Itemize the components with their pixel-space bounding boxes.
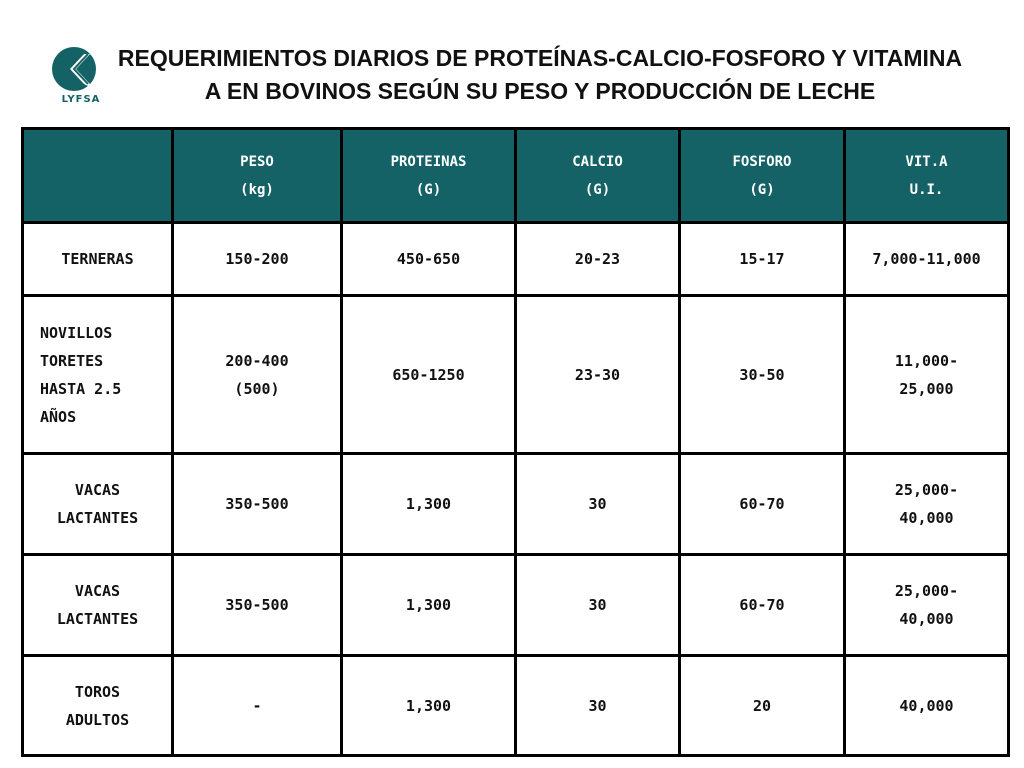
cell: 350-500 (173, 454, 342, 555)
cell: VACAS LACTANTES (23, 555, 173, 656)
cell: 40,000 (845, 656, 1009, 756)
header-cell: FOSFORO (G) (680, 129, 845, 223)
cell: 350-500 (173, 555, 342, 656)
cell: 1,300 (342, 454, 516, 555)
cell: 30 (516, 656, 680, 756)
header-cell: CALCIO (G) (516, 129, 680, 223)
lyfsa-logo (50, 46, 102, 106)
cell: 15-17 (680, 223, 845, 296)
header-cell: PESO (kg) (173, 129, 342, 223)
cell: NOVILLOS TORETES HASTA 2.5 AÑOS (23, 296, 173, 454)
cell: VACAS LACTANTES (23, 454, 173, 555)
header-cell: VIT.A U.I. (845, 129, 1009, 223)
requirements-table (21, 127, 1010, 757)
header-cell (23, 129, 173, 223)
cell: 60-70 (680, 555, 845, 656)
table-row (23, 656, 1009, 756)
logo-text: LYFSA (61, 94, 101, 105)
cell: 7,000-11,000 (845, 223, 1009, 296)
cell: 450-650 (342, 223, 516, 296)
cell: - (173, 656, 342, 756)
logo-emblem-icon (50, 46, 102, 94)
cell: TOROS ADULTOS (23, 656, 173, 756)
cell: 25,000- 40,000 (845, 555, 1009, 656)
cell: 20 (680, 656, 845, 756)
cell: 30 (516, 555, 680, 656)
page-title: REQUERIMIENTOS DIARIOS DE PROTEÍNAS-CALCIO-FOSFORO Y VITAMINA A EN BOVINOS SEGÚN SU PESO Y PRODUCCIÓN DE LECHE (117, 45, 963, 104)
cell: 650-1250 (342, 296, 516, 454)
cell: 60-70 (680, 454, 845, 555)
table-row (23, 555, 1009, 656)
cell: 1,300 (342, 555, 516, 656)
cell: 25,000- 40,000 (845, 454, 1009, 555)
table-row (23, 454, 1009, 555)
cell: 11,000- 25,000 (845, 296, 1009, 454)
cell: TERNERAS (23, 223, 173, 296)
header-cell: PROTEINAS (G) (342, 129, 516, 223)
cell: 23-30 (516, 296, 680, 454)
table-row (23, 296, 1009, 454)
cell: 150-200 (173, 223, 342, 296)
table-row (23, 223, 1009, 296)
cell: 20-23 (516, 223, 680, 296)
table-header-row (23, 129, 1009, 223)
cell: 30 (516, 454, 680, 555)
cell: 1,300 (342, 656, 516, 756)
cell: 200-400 (500) (173, 296, 342, 454)
cell: 30-50 (680, 296, 845, 454)
